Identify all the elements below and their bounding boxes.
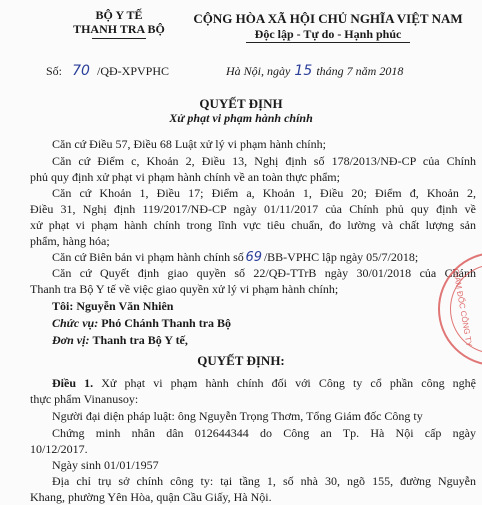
number-handwritten: 70: [72, 63, 90, 79]
country-title: CỘNG HÒA XÃ HỘI CHỦ NGHĨA VIỆT NAM: [193, 11, 463, 26]
address-line-1: Địa chỉ trụ sở chính công ty: tại tầng 1, số nhà 30, ngõ 155, đường Nguyễn: [52, 474, 476, 488]
signer-name-label: Tôi:: [52, 299, 77, 313]
basis-3-line-3: xử phạt vi phạm hành chính trong lĩnh vực tiêu chuẩn, đo lường và chất lượng sản: [30, 218, 476, 232]
article-1-text: Xử phạt vi phạm hành chính đối với Công ty cổ phần công nghệ: [93, 376, 477, 390]
basis-5-line-2: Thanh tra Bộ Y tế về việc giao quyền xử lý vi phạm hành chính;: [30, 282, 339, 296]
signer-name: [52, 299, 173, 314]
basis-4-suffix: /BB-VPHC lập ngày 05/7/2018;: [263, 250, 419, 264]
agency-underline: [92, 38, 146, 39]
basis-4-number-handwritten: 69: [245, 250, 263, 265]
article-1-line-1: [52, 376, 476, 391]
basis-1: Căn cứ Điều 57, Điều 68 Luật xử lý vi phạm hành chính;: [52, 137, 326, 151]
basis-3-line-4: phẩm, hàng hóa;: [30, 234, 110, 248]
motto: Độc lập - Tự do - Hạnh phúc: [254, 27, 402, 41]
date-suffix: tháng 7 năm 2018: [316, 64, 404, 78]
basis-5-line-1: Căn cứ Quyết định giao quyền số 22/QĐ-TTrB ngày 30/01/2018 của Chánh: [52, 266, 476, 280]
stamp-text: GIÁM ĐỐC CÔNG TY: [451, 268, 474, 348]
signer-position: [52, 316, 231, 331]
basis-2-line-1: Căn cứ Điểm c, Khoản 2, Điều 13, Nghị định số 178/2013/NĐ-CP của Chính: [52, 154, 476, 168]
id-card-line-1: Chứng minh nhân dân 012644344 do Công an Tp. Hà Nội cấp ngày: [52, 426, 476, 440]
date-of-birth: Ngày sinh 01/01/1957: [52, 458, 159, 472]
signer-position-label: Chức vụ:: [52, 316, 102, 330]
id-card-line-2: 10/12/2017.: [30, 442, 88, 456]
issue-date: [226, 63, 403, 79]
basis-3-line-1: Căn cứ Khoản 1, Điều 17; Điểm a, Khoản 1, Điều 20; Điểm đ, Khoản 2,: [52, 186, 476, 200]
ministry-name: BỘ Y TẾ: [95, 8, 143, 22]
number-label: Số:: [46, 64, 63, 78]
agency-name: THANH TRA BỘ: [73, 22, 165, 36]
date-day-handwritten: 15: [294, 63, 313, 79]
signer-position-value: Phó Chánh Thanh tra Bộ: [101, 316, 232, 330]
basis-4-prefix: Căn cứ Biên bản vi phạm hành chính số: [52, 250, 244, 264]
decision-heading: QUYẾT ĐỊNH:: [197, 353, 285, 368]
motto-underline: [246, 42, 410, 43]
number-suffix: /QĐ-XPVPHC: [97, 64, 170, 78]
signer-unit-label: Đơn vị:: [52, 333, 93, 347]
document-title: QUYẾT ĐỊNH: [199, 96, 283, 111]
article-1-label: Điều 1.: [52, 376, 94, 390]
decision-number: [46, 63, 169, 79]
signer-unit-value: Thanh tra Bộ Y tế,: [92, 333, 188, 347]
article-1-line-2: thực phẩm Vinanusoy:: [30, 392, 139, 406]
address-line-2: Khang, phường Yên Hòa, quận Cầu Giấy, Hà Nội.: [30, 490, 272, 504]
signer-name-value: Nguyễn Văn Nhiên: [76, 299, 174, 313]
basis-4: [52, 250, 418, 265]
date-prefix: Hà Nội, ngày: [226, 64, 291, 78]
document-subtitle: Xử phạt vi phạm hành chính: [169, 111, 313, 125]
basis-3-line-2: Điều 31, Nghị định 119/2017/NĐ-CP ngày 01/11/2017 của Chính phủ quy định về: [30, 202, 476, 216]
legal-representative: Người đại diện pháp luật: ông Nguyễn Trọng Thơm, Tổng Giám đốc Công ty: [52, 409, 423, 423]
basis-2-line-2: phủ quy định xử phạt vi phạm hành chính về an toàn thực phẩm;: [30, 170, 340, 184]
signer-unit: [52, 333, 188, 348]
